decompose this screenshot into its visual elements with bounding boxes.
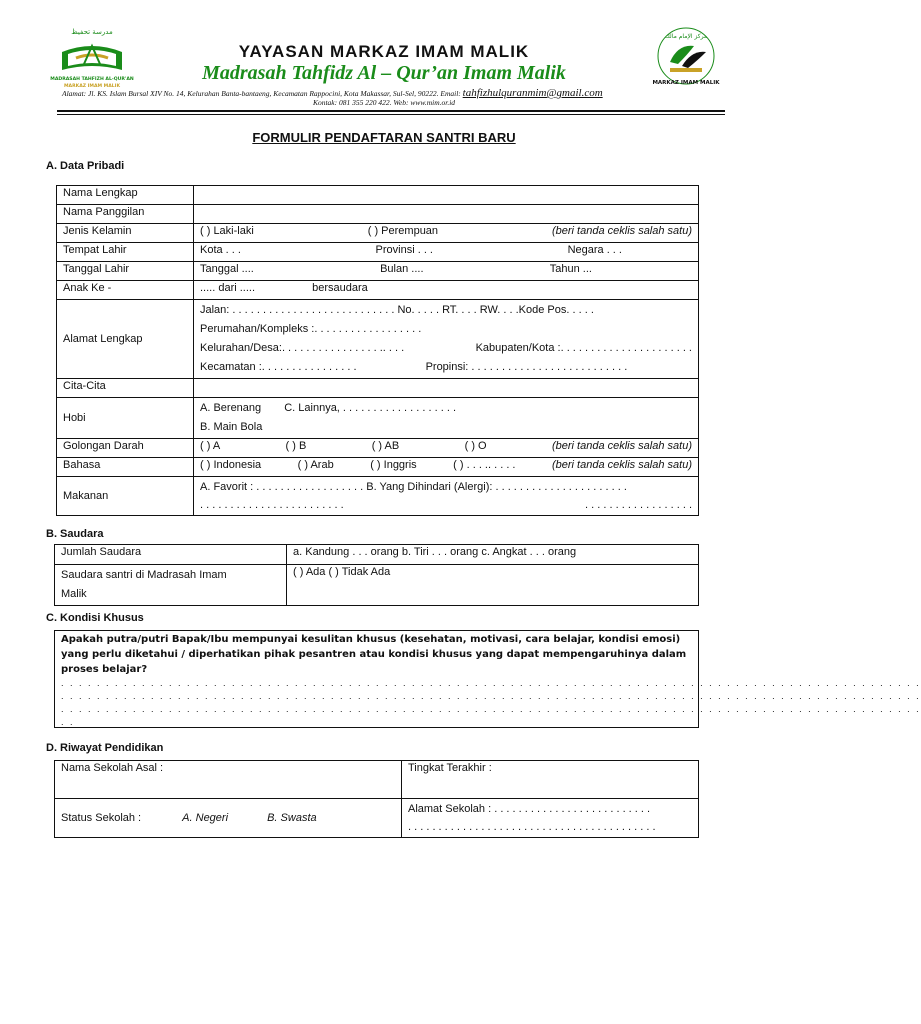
contact-line: Kontak: 081 355 220 422. Web: www.mim.or.id xyxy=(312,98,456,107)
hobi-a[interactable]: A. Berenang xyxy=(200,402,262,414)
alamat-propinsi: Propinsi: . . . . . . . . . . . . . . . . . . . . . . . . . . xyxy=(425,361,628,373)
tanggal-bulan: Bulan .... xyxy=(380,263,424,275)
form-title: FORMULIR PENDAFTARAN SANTRI BARU xyxy=(252,130,516,145)
svg-text:MARKAZ IMAM MALIK: MARKAZ IMAM MALIK xyxy=(63,84,121,89)
opt-perempuan[interactable]: ( ) Perempuan xyxy=(367,225,439,237)
opt-darah-b[interactable]: ( ) B xyxy=(285,440,307,452)
label-cita-cita: Cita-Cita xyxy=(57,379,194,398)
kondisi-line-3: . . . . . . . . . . . . . . . . . . . . . . . . . . . . . . . . . . . . . . . . . . . . . . . . . . . . . . . . . . . . . . . . . . . . . . . . . . . . . . . . . . . . . . . . . . . . . . . . xyxy=(61,704,921,714)
note-jenis-kelamin: (beri tanda ceklis salah satu) xyxy=(551,225,692,237)
section-c-title: C. Kondisi Khusus xyxy=(46,612,144,624)
svg-text:MADRASAH TAHFIZH AL-QUR'AN: MADRASAH TAHFIZH AL-QUR'AN xyxy=(50,77,134,82)
field-golongan-darah[interactable] xyxy=(194,439,699,458)
opt-laki-laki[interactable]: ( ) Laki-laki xyxy=(200,225,254,237)
saudara-table xyxy=(54,544,699,606)
tempat-provinsi: Provinsi . . . xyxy=(375,244,433,256)
opt-negeri[interactable]: A. Negeri xyxy=(182,812,229,824)
pendidikan-table xyxy=(54,760,699,838)
field-nama-sekolah[interactable]: Nama Sekolah Asal : xyxy=(55,761,402,799)
field-jenis-kelamin[interactable] xyxy=(194,224,699,243)
field-nama-panggilan[interactable] xyxy=(194,205,699,224)
field-nama-lengkap[interactable] xyxy=(194,186,699,205)
opt-darah-a[interactable]: ( ) A xyxy=(200,440,221,452)
opt-darah-ab[interactable]: ( ) AB xyxy=(371,440,400,452)
field-anak-ke[interactable] xyxy=(194,281,699,300)
field-jumlah-saudara[interactable]: a. Kandung . . . orang b. Tiri . . . orang c. Angkat . . . orang xyxy=(287,545,699,565)
label-nama-panggilan: Nama Panggilan xyxy=(57,205,194,224)
field-status-sekolah[interactable] xyxy=(55,799,402,838)
label-anak-ke: Anak Ke - xyxy=(57,281,194,300)
section-b-title: B. Saudara xyxy=(46,528,104,540)
address-text: Alamat: Jl. KS. Islam Bursal XIV No. 14, Kelurahan Banta-bantaeng, Kecamatan Rappocini, Kota Makassar, Sul-Sel, 90222. Email: xyxy=(62,89,461,98)
section-a-title: A. Data Pribadi xyxy=(46,160,125,172)
kondisi-line-2: . . . . . . . . . . . . . . . . . . . . . . . . . . . . . . . . . . . . . . . . . . . . . . . . . . . . . . . . . . . . . . . . . . . . . . . . . . . . . . . . . . . . . . . . . . . . . . . . xyxy=(61,691,921,701)
label-hobi: Hobi xyxy=(57,398,194,439)
header-divider-thin xyxy=(57,114,725,115)
field-alamat-sekolah[interactable] xyxy=(402,799,699,838)
data-pribadi-table xyxy=(56,185,699,516)
label-alamat: Alamat Lengkap xyxy=(57,300,194,379)
field-tempat-lahir[interactable] xyxy=(194,243,699,262)
label-nama-lengkap: Nama Lengkap xyxy=(57,186,194,205)
hobi-b[interactable]: B. Main Bola xyxy=(200,421,263,433)
field-alamat[interactable] xyxy=(194,300,699,379)
alamat-sekolah-line2: . . . . . . . . . . . . . . . . . . . . . . . . . . . . . . . . . . . . . . . . . xyxy=(408,821,656,833)
anak-ke-value: ..... dari ..... xyxy=(200,282,256,294)
note-bahasa: (beri tanda ceklis salah satu) xyxy=(551,459,692,471)
opt-bahasa-indonesia[interactable]: ( ) Indonesia xyxy=(200,459,262,471)
tempat-negara: Negara . . . xyxy=(567,244,622,256)
header-divider xyxy=(57,110,725,112)
alamat-kelurahan: Kelurahan/Desa:. . . . . . . . . . . . . . . . .. . . . xyxy=(200,342,405,354)
opt-bahasa-arab[interactable]: ( ) Arab xyxy=(297,459,334,471)
makanan-line2a: . . . . . . . . . . . . . . . . . . . . . . . . xyxy=(200,499,344,511)
field-tanggal-lahir[interactable] xyxy=(194,262,699,281)
label-saudara-santri xyxy=(55,565,287,606)
label-status-sekolah: Status Sekolah : xyxy=(61,812,142,824)
field-makanan[interactable] xyxy=(194,477,699,516)
tanggal-tahun: Tahun ... xyxy=(549,263,592,275)
anak-ke-suffix: bersaudara xyxy=(312,282,368,294)
alamat-jalan: Jalan: . . . . . . . . . . . . . . . . . . . . . . . . . . . No. . . . . RT. . . . RW. . . .Kode Pos. . . . . xyxy=(200,304,594,316)
kondisi-line-end: . . xyxy=(61,717,75,727)
svg-text:مدرسة تحفيظ: مدرسة تحفيظ xyxy=(71,28,113,36)
opt-darah-o[interactable]: ( ) O xyxy=(464,440,487,452)
email-link[interactable]: tahfizhulquranmim@gmail.com xyxy=(462,87,603,99)
kondisi-khusus-box[interactable] xyxy=(54,630,921,728)
makanan-line1: A. Favorit : . . . . . . . . . . . . . . . . . . B. Yang Dihindari (Alergi): . . . . . . . . . . . . . . . . . . . . . . xyxy=(200,481,627,493)
opt-swasta[interactable]: B. Swasta xyxy=(267,812,317,824)
svg-text:مركز الإمام مالك: مركز الإمام مالك xyxy=(664,33,708,40)
hobi-c[interactable]: C. Lainnya, . . . . . . . . . . . . . . . . . . . xyxy=(284,402,456,414)
field-hobi[interactable] xyxy=(194,398,699,439)
section-d-title: D. Riwayat Pendidikan xyxy=(46,742,164,754)
makanan-line2b: . . . . . . . . . . . . . . . . . . xyxy=(585,499,692,511)
org-name: YAYASAN MARKAZ IMAM MALIK xyxy=(238,42,530,61)
alamat-perumahan: Perumahan/Kompleks :. . . . . . . . . . . . . . . . . . xyxy=(200,323,422,335)
opt-bahasa-inggris[interactable]: ( ) Inggris xyxy=(370,459,417,471)
label-golongan-darah: Golongan Darah xyxy=(57,439,194,458)
alamat-kabupaten: Kabupaten/Kota :. . . . . . . . . . . . . . . . . . . . . . xyxy=(475,342,692,354)
label-saudara-santri-1: Saudara santri di Madrasah Imam xyxy=(61,569,227,581)
kondisi-line-1: . . . . . . . . . . . . . . . . . . . . . . . . . . . . . . . . . . . . . . . . . . . . . . . . . . . . . . . . . . . . . . . . . . . . . . . . . . . . . . . . . . . . . . . . . . . . . . . . xyxy=(61,678,921,688)
field-saudara-santri[interactable]: ( ) Ada ( ) Tidak Ada xyxy=(287,565,699,606)
label-jumlah-saudara: Jumlah Saudara xyxy=(55,545,287,565)
kondisi-question: Apakah putra/putri Bapak/Ibu mempunyai kesulitan khusus (kesehatan, motivasi, cara belajar, kondisi emosi) yang perlu diketahui / diperhatikan pihak pesantren atau kondisi khusus yang dapat mempengaruhinya dalam proses belajar? xyxy=(61,634,687,675)
label-bahasa: Bahasa xyxy=(57,458,194,477)
tanggal-tanggal: Tanggal .... xyxy=(200,263,254,275)
label-tempat-lahir: Tempat Lahir xyxy=(57,243,194,262)
madrasah-name: Madrasah Tahfidz Al – Qur’an Imam Malik xyxy=(202,62,566,84)
label-saudara-santri-2: Malik xyxy=(61,588,87,600)
field-cita-cita[interactable] xyxy=(194,379,699,398)
svg-text:MARKAZ IMAM MALIK: MARKAZ IMAM MALIK xyxy=(652,80,720,86)
label-makanan: Makanan xyxy=(57,477,194,516)
label-tanggal-lahir: Tanggal Lahir xyxy=(57,262,194,281)
alamat-sekolah-line1: Alamat Sekolah : . . . . . . . . . . . . . . . . . . . . . . . . . . xyxy=(408,803,651,815)
alamat-kecamatan: Kecamatan :. . . . . . . . . . . . . . . . xyxy=(200,361,357,373)
note-golongan-darah: (beri tanda ceklis salah satu) xyxy=(551,440,692,452)
field-bahasa[interactable] xyxy=(194,458,699,477)
tempat-kota: Kota . . . xyxy=(200,244,241,256)
label-jenis-kelamin: Jenis Kelamin xyxy=(57,224,194,243)
opt-bahasa-lain[interactable]: ( ) . . . .. . . . . xyxy=(453,459,516,471)
field-tingkat-terakhir[interactable]: Tingkat Terakhir : xyxy=(402,761,699,799)
